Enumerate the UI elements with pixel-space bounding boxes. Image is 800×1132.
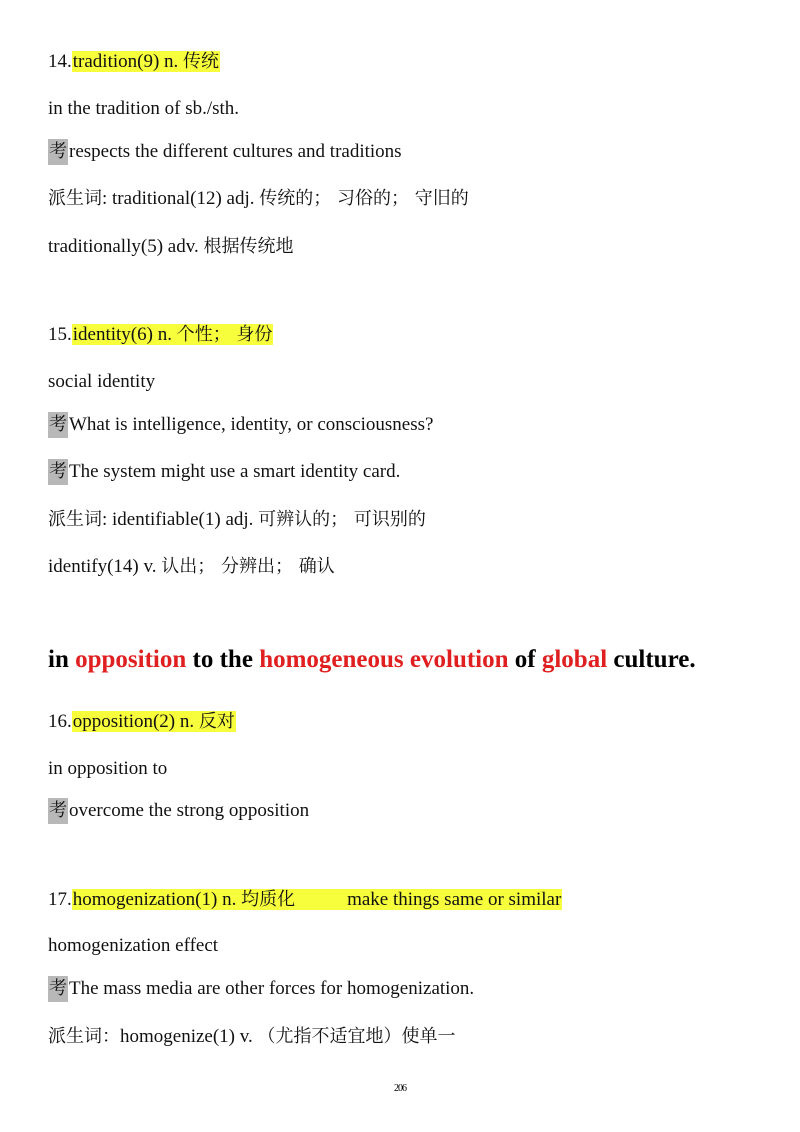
sentence-keyword: opposition bbox=[75, 646, 187, 673]
headword-meaning: 个性； 身份 bbox=[176, 324, 273, 345]
derivative-prefix: 派生词 bbox=[48, 509, 102, 530]
phrase: homogenization effect bbox=[48, 935, 219, 956]
derivative-sep: : bbox=[102, 188, 113, 209]
exam-marker: 考 bbox=[48, 412, 68, 438]
sentence-part: to the bbox=[186, 646, 260, 673]
sentence-part: culture. bbox=[607, 646, 696, 673]
derivative-meaning: 认出； 分辨出； 确认 bbox=[161, 556, 335, 577]
sentence-keyword: homogeneous evolution bbox=[259, 646, 509, 673]
headword: homogenization(1) n. bbox=[72, 889, 242, 910]
headword-meaning: 均质化 bbox=[241, 889, 296, 910]
derivative-line bbox=[48, 1024, 456, 1050]
exam-example bbox=[48, 412, 433, 438]
page-number: 206 bbox=[394, 1083, 406, 1094]
example-text: overcome the strong opposition bbox=[69, 800, 310, 821]
exam-marker: 考 bbox=[48, 976, 68, 1002]
exam-marker: 考 bbox=[48, 798, 68, 824]
exam-example bbox=[48, 976, 474, 1002]
derivative-word: traditional(12) adj. bbox=[112, 188, 260, 209]
sentence-part: of bbox=[508, 646, 542, 673]
derivative-prefix: 派生词 bbox=[48, 1026, 102, 1047]
derivative-word: identify(14) v. bbox=[48, 556, 162, 577]
derivative-line bbox=[48, 507, 426, 533]
sentence-keyword: global bbox=[541, 646, 608, 673]
derivative-meaning: 根据传统地 bbox=[203, 236, 294, 257]
example-text: The mass media are other forces for homogenization. bbox=[69, 978, 475, 999]
exam-marker: 考 bbox=[48, 139, 68, 165]
derivative-line bbox=[48, 554, 335, 580]
key-sentence bbox=[48, 644, 696, 676]
example-text: What is intelligence, identity, or consciousness? bbox=[69, 414, 434, 435]
entry-number: 16. bbox=[48, 711, 72, 732]
derivative-word: homogenize(1) v. bbox=[120, 1026, 258, 1047]
sentence-part: in bbox=[48, 646, 76, 673]
headword-highlight bbox=[72, 889, 563, 910]
exam-marker: 考 bbox=[48, 459, 68, 485]
entry-number: 14. bbox=[48, 51, 72, 72]
entry-16-heading bbox=[48, 709, 236, 735]
derivative-word: traditionally(5) adv. bbox=[48, 236, 204, 257]
headword-definition: make things same or similar bbox=[347, 889, 562, 910]
derivative-sep: : bbox=[102, 509, 113, 530]
phrase: in opposition to bbox=[48, 758, 168, 779]
phrase: in the tradition of sb./sth. bbox=[48, 98, 240, 119]
headword: tradition(9) n. bbox=[72, 51, 184, 72]
derivative-meaning: 可辨认的； 可识别的 bbox=[258, 509, 426, 530]
exam-example bbox=[48, 139, 402, 165]
entry-number: 17. bbox=[48, 889, 72, 910]
exam-example bbox=[48, 459, 400, 485]
derivative-word: identifiable(1) adj. bbox=[112, 509, 259, 530]
derivative-line bbox=[48, 234, 293, 260]
headword-highlight bbox=[72, 324, 274, 345]
derivative-meaning: 传统的； 习俗的； 守旧的 bbox=[259, 188, 469, 209]
example-text: respects the different cultures and traditions bbox=[69, 141, 402, 162]
example-text: The system might use a smart identity card. bbox=[69, 461, 401, 482]
entry-17-heading bbox=[48, 887, 562, 913]
derivative-sep: ： bbox=[102, 1026, 120, 1047]
headword-highlight bbox=[72, 51, 220, 72]
headword-meaning: 反对 bbox=[198, 711, 235, 732]
exam-example bbox=[48, 798, 309, 824]
entry-14-heading bbox=[48, 49, 220, 75]
headword-highlight bbox=[72, 711, 236, 732]
headword: identity(6) n. bbox=[72, 324, 177, 345]
phrase: social identity bbox=[48, 371, 156, 392]
entry-number: 15. bbox=[48, 324, 72, 345]
derivative-line bbox=[48, 186, 469, 212]
entry-15-heading bbox=[48, 322, 273, 348]
headword: opposition(2) n. bbox=[72, 711, 199, 732]
derivative-meaning: （尤指不适宜地）使单一 bbox=[257, 1026, 456, 1047]
headword-meaning: 传统 bbox=[183, 51, 220, 72]
derivative-prefix: 派生词 bbox=[48, 188, 102, 209]
